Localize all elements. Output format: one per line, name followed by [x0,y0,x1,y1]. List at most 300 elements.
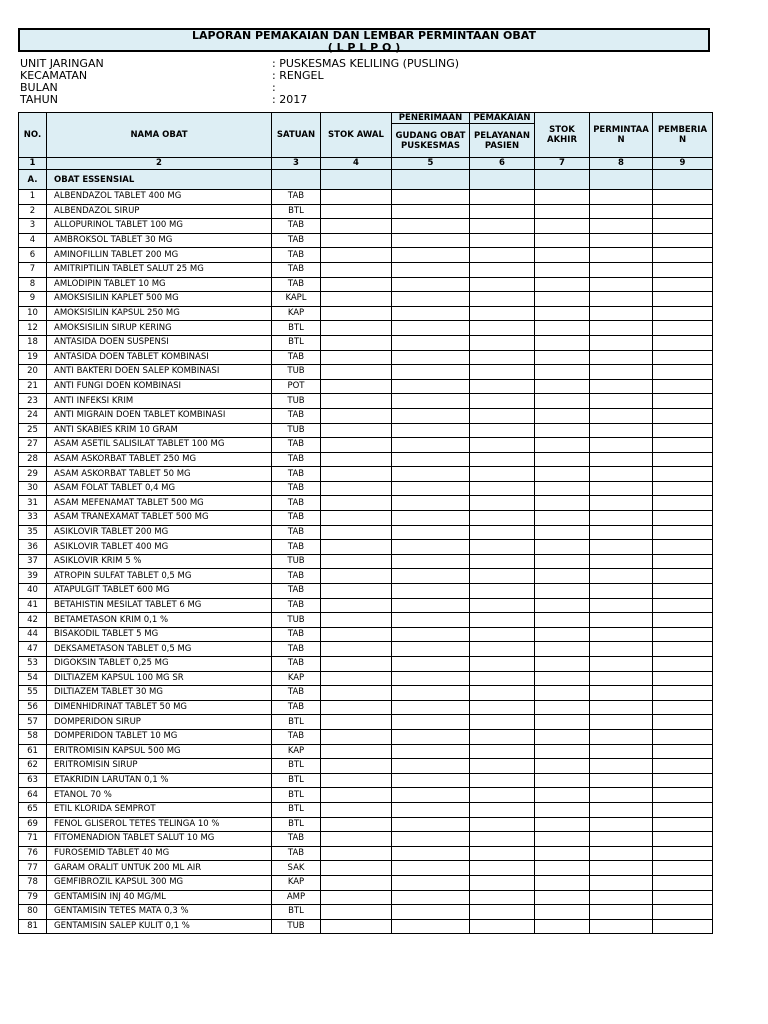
gudang-obat-cell[interactable] [392,379,470,394]
pemberian-cell[interactable] [653,919,713,934]
gudang-obat-cell[interactable] [392,262,470,277]
stok-awal-cell[interactable] [321,204,392,219]
stok-awal-cell[interactable] [321,365,392,380]
pelayanan-pasien-cell[interactable] [470,321,535,336]
gudang-obat-cell[interactable] [392,627,470,642]
stok-akhir-cell[interactable] [535,817,590,832]
pemberian-cell[interactable] [653,554,713,569]
pelayanan-pasien-cell[interactable] [470,438,535,453]
permintaan-cell[interactable] [590,365,653,380]
pelayanan-pasien-cell[interactable] [470,773,535,788]
permintaan-cell[interactable] [590,379,653,394]
pemberian-cell[interactable] [653,233,713,248]
pemberian-cell[interactable] [653,569,713,584]
pemberian-cell[interactable] [653,817,713,832]
pelayanan-pasien-cell[interactable] [470,481,535,496]
gudang-obat-cell[interactable] [392,525,470,540]
pelayanan-pasien-cell[interactable] [470,248,535,263]
pelayanan-pasien-cell[interactable] [470,452,535,467]
gudang-obat-cell[interactable] [392,321,470,336]
stok-akhir-cell[interactable] [535,788,590,803]
gudang-obat-cell[interactable] [392,554,470,569]
pemberian-cell[interactable] [653,277,713,292]
pelayanan-pasien-cell[interactable] [470,686,535,701]
gudang-obat-cell[interactable] [392,715,470,730]
pelayanan-pasien-cell[interactable] [470,233,535,248]
permintaan-cell[interactable] [590,671,653,686]
stok-akhir-cell[interactable] [535,686,590,701]
permintaan-cell[interactable] [590,846,653,861]
permintaan-cell[interactable] [590,584,653,599]
stok-awal-cell[interactable] [321,773,392,788]
gudang-obat-cell[interactable] [392,598,470,613]
gudang-obat-cell[interactable] [392,540,470,555]
stok-awal-cell[interactable] [321,190,392,205]
stok-awal-cell[interactable] [321,248,392,263]
permintaan-cell[interactable] [590,744,653,759]
stok-awal-cell[interactable] [321,788,392,803]
pelayanan-pasien-cell[interactable] [470,350,535,365]
gudang-obat-cell[interactable] [392,846,470,861]
pelayanan-pasien-cell[interactable] [470,190,535,205]
gudang-obat-cell[interactable] [392,569,470,584]
stok-akhir-cell[interactable] [535,248,590,263]
permintaan-cell[interactable] [590,700,653,715]
stok-akhir-cell[interactable] [535,467,590,482]
pemberian-cell[interactable] [653,248,713,263]
stok-awal-cell[interactable] [321,423,392,438]
pemberian-cell[interactable] [653,584,713,599]
permintaan-cell[interactable] [590,467,653,482]
gudang-obat-cell[interactable] [392,394,470,409]
permintaan-cell[interactable] [590,525,653,540]
pemberian-cell[interactable] [653,788,713,803]
stok-awal-cell[interactable] [321,511,392,526]
stok-akhir-cell[interactable] [535,642,590,657]
stok-akhir-cell[interactable] [535,525,590,540]
gudang-obat-cell[interactable] [392,905,470,920]
stok-akhir-cell[interactable] [535,905,590,920]
stok-akhir-cell[interactable] [535,365,590,380]
pemberian-cell[interactable] [653,496,713,511]
pemberian-cell[interactable] [653,292,713,307]
stok-akhir-cell[interactable] [535,861,590,876]
gudang-obat-cell[interactable] [392,292,470,307]
pelayanan-pasien-cell[interactable] [470,262,535,277]
gudang-obat-cell[interactable] [392,467,470,482]
pelayanan-pasien-cell[interactable] [470,642,535,657]
pelayanan-pasien-cell[interactable] [470,715,535,730]
stok-akhir-cell[interactable] [535,219,590,234]
permintaan-cell[interactable] [590,408,653,423]
permintaan-cell[interactable] [590,905,653,920]
stok-awal-cell[interactable] [321,846,392,861]
stok-awal-cell[interactable] [321,700,392,715]
pelayanan-pasien-cell[interactable] [470,802,535,817]
gudang-obat-cell[interactable] [392,350,470,365]
permintaan-cell[interactable] [590,627,653,642]
permintaan-cell[interactable] [590,919,653,934]
pelayanan-pasien-cell[interactable] [470,408,535,423]
stok-akhir-cell[interactable] [535,511,590,526]
permintaan-cell[interactable] [590,642,653,657]
stok-awal-cell[interactable] [321,540,392,555]
pemberian-cell[interactable] [653,262,713,277]
stok-awal-cell[interactable] [321,817,392,832]
stok-akhir-cell[interactable] [535,759,590,774]
gudang-obat-cell[interactable] [392,365,470,380]
pemberian-cell[interactable] [653,350,713,365]
permintaan-cell[interactable] [590,715,653,730]
pemberian-cell[interactable] [653,321,713,336]
stok-awal-cell[interactable] [321,408,392,423]
pelayanan-pasien-cell[interactable] [470,846,535,861]
stok-awal-cell[interactable] [321,598,392,613]
stok-awal-cell[interactable] [321,686,392,701]
pemberian-cell[interactable] [653,379,713,394]
permintaan-cell[interactable] [590,204,653,219]
stok-awal-cell[interactable] [321,875,392,890]
stok-akhir-cell[interactable] [535,452,590,467]
pemberian-cell[interactable] [653,846,713,861]
stok-akhir-cell[interactable] [535,321,590,336]
pelayanan-pasien-cell[interactable] [470,671,535,686]
permintaan-cell[interactable] [590,248,653,263]
pemberian-cell[interactable] [653,671,713,686]
permintaan-cell[interactable] [590,598,653,613]
pemberian-cell[interactable] [653,890,713,905]
gudang-obat-cell[interactable] [392,613,470,628]
pelayanan-pasien-cell[interactable] [470,627,535,642]
stok-akhir-cell[interactable] [535,613,590,628]
stok-awal-cell[interactable] [321,452,392,467]
pelayanan-pasien-cell[interactable] [470,306,535,321]
gudang-obat-cell[interactable] [392,671,470,686]
gudang-obat-cell[interactable] [392,190,470,205]
pelayanan-pasien-cell[interactable] [470,905,535,920]
permintaan-cell[interactable] [590,350,653,365]
stok-awal-cell[interactable] [321,525,392,540]
stok-awal-cell[interactable] [321,481,392,496]
permintaan-cell[interactable] [590,832,653,847]
stok-akhir-cell[interactable] [535,204,590,219]
pelayanan-pasien-cell[interactable] [470,861,535,876]
pelayanan-pasien-cell[interactable] [470,598,535,613]
pemberian-cell[interactable] [653,408,713,423]
pemberian-cell[interactable] [653,861,713,876]
gudang-obat-cell[interactable] [392,642,470,657]
stok-akhir-cell[interactable] [535,657,590,672]
stok-akhir-cell[interactable] [535,598,590,613]
stok-akhir-cell[interactable] [535,715,590,730]
gudang-obat-cell[interactable] [392,408,470,423]
permintaan-cell[interactable] [590,394,653,409]
pemberian-cell[interactable] [653,715,713,730]
permintaan-cell[interactable] [590,292,653,307]
gudang-obat-cell[interactable] [392,277,470,292]
pelayanan-pasien-cell[interactable] [470,277,535,292]
stok-akhir-cell[interactable] [535,802,590,817]
pelayanan-pasien-cell[interactable] [470,613,535,628]
pelayanan-pasien-cell[interactable] [470,496,535,511]
stok-awal-cell[interactable] [321,832,392,847]
pemberian-cell[interactable] [653,875,713,890]
stok-akhir-cell[interactable] [535,408,590,423]
stok-akhir-cell[interactable] [535,671,590,686]
stok-awal-cell[interactable] [321,729,392,744]
stok-akhir-cell[interactable] [535,438,590,453]
stok-awal-cell[interactable] [321,919,392,934]
pelayanan-pasien-cell[interactable] [470,540,535,555]
stok-awal-cell[interactable] [321,554,392,569]
gudang-obat-cell[interactable] [392,686,470,701]
permintaan-cell[interactable] [590,423,653,438]
pemberian-cell[interactable] [653,905,713,920]
stok-awal-cell[interactable] [321,715,392,730]
stok-akhir-cell[interactable] [535,832,590,847]
permintaan-cell[interactable] [590,233,653,248]
gudang-obat-cell[interactable] [392,306,470,321]
pelayanan-pasien-cell[interactable] [470,204,535,219]
pemberian-cell[interactable] [653,190,713,205]
pemberian-cell[interactable] [653,759,713,774]
permintaan-cell[interactable] [590,686,653,701]
pemberian-cell[interactable] [653,438,713,453]
stok-awal-cell[interactable] [321,657,392,672]
stok-akhir-cell[interactable] [535,890,590,905]
gudang-obat-cell[interactable] [392,481,470,496]
pemberian-cell[interactable] [653,525,713,540]
pemberian-cell[interactable] [653,204,713,219]
stok-akhir-cell[interactable] [535,773,590,788]
stok-akhir-cell[interactable] [535,233,590,248]
stok-akhir-cell[interactable] [535,306,590,321]
gudang-obat-cell[interactable] [392,875,470,890]
stok-awal-cell[interactable] [321,438,392,453]
stok-awal-cell[interactable] [321,905,392,920]
pelayanan-pasien-cell[interactable] [470,219,535,234]
stok-akhir-cell[interactable] [535,350,590,365]
gudang-obat-cell[interactable] [392,890,470,905]
permintaan-cell[interactable] [590,554,653,569]
stok-akhir-cell[interactable] [535,423,590,438]
pemberian-cell[interactable] [653,335,713,350]
gudang-obat-cell[interactable] [392,511,470,526]
stok-akhir-cell[interactable] [535,277,590,292]
pelayanan-pasien-cell[interactable] [470,657,535,672]
pelayanan-pasien-cell[interactable] [470,292,535,307]
stok-akhir-cell[interactable] [535,394,590,409]
pemberian-cell[interactable] [653,423,713,438]
stok-awal-cell[interactable] [321,642,392,657]
stok-awal-cell[interactable] [321,569,392,584]
gudang-obat-cell[interactable] [392,759,470,774]
pemberian-cell[interactable] [653,802,713,817]
stok-akhir-cell[interactable] [535,540,590,555]
permintaan-cell[interactable] [590,219,653,234]
stok-awal-cell[interactable] [321,394,392,409]
stok-awal-cell[interactable] [321,861,392,876]
stok-akhir-cell[interactable] [535,554,590,569]
pelayanan-pasien-cell[interactable] [470,729,535,744]
pemberian-cell[interactable] [653,394,713,409]
permintaan-cell[interactable] [590,613,653,628]
gudang-obat-cell[interactable] [392,802,470,817]
pemberian-cell[interactable] [653,452,713,467]
stok-awal-cell[interactable] [321,759,392,774]
gudang-obat-cell[interactable] [392,233,470,248]
gudang-obat-cell[interactable] [392,773,470,788]
stok-awal-cell[interactable] [321,613,392,628]
permintaan-cell[interactable] [590,875,653,890]
gudang-obat-cell[interactable] [392,423,470,438]
pelayanan-pasien-cell[interactable] [470,759,535,774]
gudang-obat-cell[interactable] [392,248,470,263]
stok-awal-cell[interactable] [321,584,392,599]
pemberian-cell[interactable] [653,613,713,628]
pelayanan-pasien-cell[interactable] [470,525,535,540]
pelayanan-pasien-cell[interactable] [470,919,535,934]
stok-akhir-cell[interactable] [535,919,590,934]
permintaan-cell[interactable] [590,540,653,555]
pemberian-cell[interactable] [653,642,713,657]
stok-awal-cell[interactable] [321,496,392,511]
stok-awal-cell[interactable] [321,335,392,350]
permintaan-cell[interactable] [590,773,653,788]
gudang-obat-cell[interactable] [392,861,470,876]
permintaan-cell[interactable] [590,438,653,453]
stok-awal-cell[interactable] [321,379,392,394]
stok-akhir-cell[interactable] [535,729,590,744]
permintaan-cell[interactable] [590,335,653,350]
stok-awal-cell[interactable] [321,219,392,234]
permintaan-cell[interactable] [590,788,653,803]
pemberian-cell[interactable] [653,657,713,672]
permintaan-cell[interactable] [590,277,653,292]
pelayanan-pasien-cell[interactable] [470,700,535,715]
stok-awal-cell[interactable] [321,277,392,292]
permintaan-cell[interactable] [590,262,653,277]
pelayanan-pasien-cell[interactable] [470,584,535,599]
stok-akhir-cell[interactable] [535,744,590,759]
gudang-obat-cell[interactable] [392,219,470,234]
permintaan-cell[interactable] [590,802,653,817]
stok-akhir-cell[interactable] [535,379,590,394]
gudang-obat-cell[interactable] [392,817,470,832]
permintaan-cell[interactable] [590,452,653,467]
stok-akhir-cell[interactable] [535,569,590,584]
permintaan-cell[interactable] [590,890,653,905]
stok-awal-cell[interactable] [321,671,392,686]
stok-awal-cell[interactable] [321,350,392,365]
stok-awal-cell[interactable] [321,627,392,642]
permintaan-cell[interactable] [590,511,653,526]
stok-akhir-cell[interactable] [535,496,590,511]
pelayanan-pasien-cell[interactable] [470,875,535,890]
gudang-obat-cell[interactable] [392,788,470,803]
pelayanan-pasien-cell[interactable] [470,467,535,482]
pemberian-cell[interactable] [653,365,713,380]
permintaan-cell[interactable] [590,481,653,496]
pemberian-cell[interactable] [653,540,713,555]
stok-akhir-cell[interactable] [535,875,590,890]
gudang-obat-cell[interactable] [392,584,470,599]
pemberian-cell[interactable] [653,219,713,234]
gudang-obat-cell[interactable] [392,744,470,759]
stok-akhir-cell[interactable] [535,584,590,599]
stok-akhir-cell[interactable] [535,627,590,642]
pelayanan-pasien-cell[interactable] [470,423,535,438]
pemberian-cell[interactable] [653,306,713,321]
pemberian-cell[interactable] [653,729,713,744]
pelayanan-pasien-cell[interactable] [470,335,535,350]
stok-awal-cell[interactable] [321,292,392,307]
permintaan-cell[interactable] [590,496,653,511]
stok-akhir-cell[interactable] [535,262,590,277]
permintaan-cell[interactable] [590,306,653,321]
stok-awal-cell[interactable] [321,467,392,482]
pemberian-cell[interactable] [653,700,713,715]
stok-akhir-cell[interactable] [535,846,590,861]
gudang-obat-cell[interactable] [392,832,470,847]
pemberian-cell[interactable] [653,773,713,788]
permintaan-cell[interactable] [590,861,653,876]
stok-akhir-cell[interactable] [535,292,590,307]
stok-akhir-cell[interactable] [535,481,590,496]
pelayanan-pasien-cell[interactable] [470,554,535,569]
pelayanan-pasien-cell[interactable] [470,379,535,394]
stok-awal-cell[interactable] [321,321,392,336]
gudang-obat-cell[interactable] [392,729,470,744]
pelayanan-pasien-cell[interactable] [470,569,535,584]
pemberian-cell[interactable] [653,467,713,482]
gudang-obat-cell[interactable] [392,335,470,350]
pelayanan-pasien-cell[interactable] [470,511,535,526]
stok-akhir-cell[interactable] [535,190,590,205]
pemberian-cell[interactable] [653,686,713,701]
permintaan-cell[interactable] [590,817,653,832]
gudang-obat-cell[interactable] [392,657,470,672]
permintaan-cell[interactable] [590,729,653,744]
gudang-obat-cell[interactable] [392,496,470,511]
gudang-obat-cell[interactable] [392,438,470,453]
pemberian-cell[interactable] [653,481,713,496]
stok-awal-cell[interactable] [321,802,392,817]
stok-akhir-cell[interactable] [535,700,590,715]
pelayanan-pasien-cell[interactable] [470,788,535,803]
pelayanan-pasien-cell[interactable] [470,394,535,409]
pelayanan-pasien-cell[interactable] [470,817,535,832]
permintaan-cell[interactable] [590,569,653,584]
permintaan-cell[interactable] [590,321,653,336]
stok-awal-cell[interactable] [321,306,392,321]
pemberian-cell[interactable] [653,744,713,759]
gudang-obat-cell[interactable] [392,700,470,715]
permintaan-cell[interactable] [590,657,653,672]
stok-awal-cell[interactable] [321,890,392,905]
pemberian-cell[interactable] [653,598,713,613]
pelayanan-pasien-cell[interactable] [470,744,535,759]
stok-akhir-cell[interactable] [535,335,590,350]
gudang-obat-cell[interactable] [392,919,470,934]
stok-awal-cell[interactable] [321,233,392,248]
pemberian-cell[interactable] [653,627,713,642]
gudang-obat-cell[interactable] [392,452,470,467]
stok-awal-cell[interactable] [321,744,392,759]
permintaan-cell[interactable] [590,759,653,774]
pemberian-cell[interactable] [653,511,713,526]
stok-awal-cell[interactable] [321,262,392,277]
